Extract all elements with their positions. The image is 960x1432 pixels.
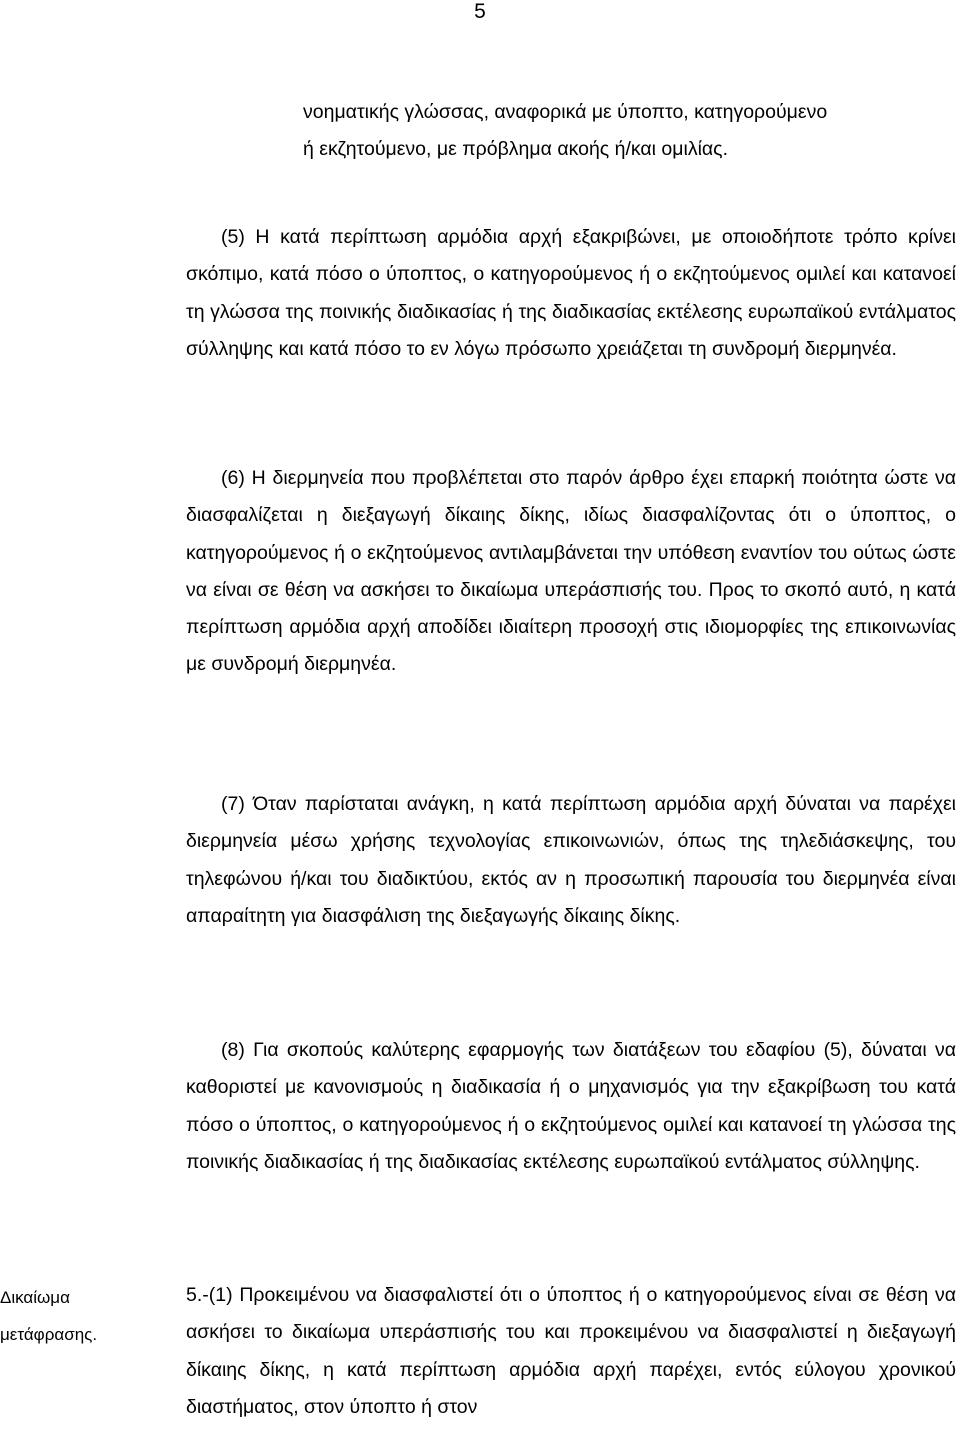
paragraph-continuation <box>303 94 956 169</box>
paragraph-5: (5) Η κατά περίπτωση αρμόδια αρχή εξακριβώνει, με οποιοδήποτε τρόπο κρίνει σκόπιμο, κατά πόσο ο ύποπτος, ο κατηγορούμενος ή ο εκζητούμενος ομιλεί και κατανοεί τη γλώσσα της ποινικής διαδικασίας ή της διαδικασίας εκτέλεσης ευρωπαϊκού εντάλματος σύλληψης και κατά πόσο το εν λόγω πρόσωπο χρειάζεται τη συνδρομή διερμηνέα. <box>186 226 956 360</box>
marginal-note-line: Δικαίωμα <box>0 1288 70 1307</box>
text-line: νοηματικής γλώσσας, αναφορικά με ύποπτο, κατηγορούμενο <box>303 101 828 123</box>
section-5-text: 5.-(1) Προκειμένου να διασφαλιστεί ότι ο ύποπτος ή ο κατηγορούμενος είναι σε θέση να ασκήσει το δικαίωμα υπεράσπισής του και προκειμένου να διασφαλιστεί η διεξαγωγή δίκαιης δίκης, η κατά περίπτωση αρμόδια αρχή παρέχει, εντός εύλογου χρονικού διαστήματος, στον ύποπτο ή στον <box>186 1284 956 1418</box>
marginal-note-line: μετάφρασης. <box>0 1325 98 1344</box>
text-line: ή εκζητούμενο, με πρόβλημα ακοής ή/και ομιλίας. <box>303 138 729 161</box>
paragraph-8: (8) Για σκοπούς καλύτερης εφαρμογής των διατάξεων του εδαφίου (5), δύναται να καθοριστεί με κανονισμούς η διαδικασία ή ο μηχανισμός για την εξακρίβωση του κατά πόσο ο ύποπτος, ο κατηγορούμενος ή ο εκζητούμενος ομιλεί και κατανοεί τη γλώσσα της ποινικής διαδικασίας ή της διαδικασίας εκτέλεσης ευρωπαϊκού εντάλματος σύλληψης. <box>186 1039 956 1173</box>
marginal-note <box>0 1279 150 1353</box>
paragraph-6: (6) Η διερμηνεία που προβλέπεται στο παρόν άρθρο έχει επαρκή ποιότητα ώστε να διασφαλίζεται η διεξαγωγή δίκαιης δίκης, ιδίως διασφαλίζοντας ότι ο ύποπτος, ο κατηγορούμενος ή ο εκζητούμενος αντιλαμβάνεται την υπόθεση εναντίον του ούτως ώστε να είναι σε θέση να ασκήσει το δικαίωμα υπεράσπισής του. Προς το σκοπό αυτό, η κατά περίπτωση αρμόδια αρχή αποδίδει ιδιαίτερη προσοχή στις ιδιομορφίες της επικοινωνίας με συνδρομή διερμηνέα. <box>186 467 956 676</box>
paragraph-7: (7) Όταν παρίσταται ανάγκη, η κατά περίπτωση αρμόδια αρχή δύναται να παρέχει διερμηνεία μέσω χρήσης τεχνολογίας επικοινωνιών, όπως της τηλεδιάσκεψης, του τηλεφώνου ή/και του διαδικτύου, εκτός αν η προσωπική παρουσία του διερμηνέα είναι απαραίτητη για διασφάλιση της διεξαγωγής δίκαιης δίκης. <box>186 793 956 927</box>
page-number: 5 <box>474 0 486 23</box>
